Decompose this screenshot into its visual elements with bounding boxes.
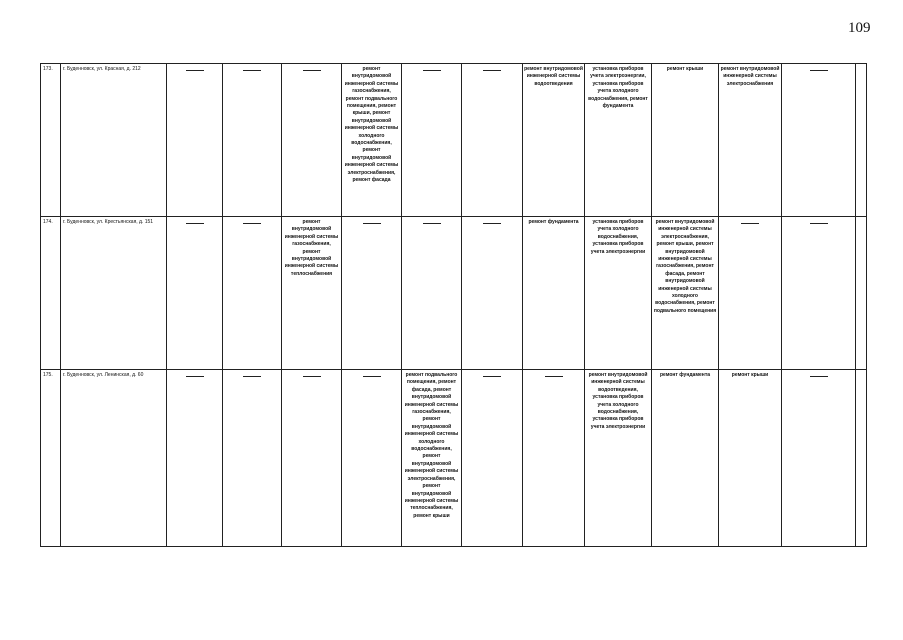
dash-mark <box>545 376 563 377</box>
table-row <box>41 370 867 547</box>
empty-dash-cell <box>223 217 282 370</box>
empty-dash-cell <box>782 64 856 217</box>
works-cell: ремонт внутридомовой инженерной системы водоотведения <box>523 64 585 217</box>
edge-cell <box>856 370 867 547</box>
table-row <box>41 217 867 370</box>
dash-mark <box>243 376 261 377</box>
dash-mark <box>303 70 321 71</box>
empty-dash-cell <box>167 217 223 370</box>
dash-mark <box>243 70 261 71</box>
dash-mark <box>186 223 204 224</box>
dash-mark <box>810 223 828 224</box>
dash-mark <box>243 223 261 224</box>
empty-dash-cell <box>402 217 462 370</box>
empty-dash-cell <box>782 217 856 370</box>
dash-mark <box>423 70 441 71</box>
works-cell: ремонт внутридомовой инженерной системы электроснабжения, ремонт крыши, ремонт внутридомовой инженерной системы газоснабжения, ремонт фасада, ремонт внутридомовой инженерной системы холодного водоснабжения, ремонт подвального помещения <box>652 217 719 370</box>
dash-mark <box>303 376 321 377</box>
dash-mark <box>363 376 381 377</box>
dash-mark <box>483 376 501 377</box>
address-cell: г. Буденновск, ул. Крестьянская, д. 151 <box>61 217 167 370</box>
empty-dash-cell <box>342 370 402 547</box>
empty-dash-cell <box>402 64 462 217</box>
works-cell: ремонт фундамента <box>523 217 585 370</box>
address-cell: г. Буденновск, ул. Ленинская, д. 60 <box>61 370 167 547</box>
dash-mark <box>483 70 501 71</box>
empty-dash-cell <box>342 217 402 370</box>
works-cell: установка приборов учета холодного водоснабжения, установка приборов учета электроэнергии <box>585 217 652 370</box>
works-cell: установка приборов учета электроэнергии, установка приборов учета холодного водоснабжения, ремонт фундамента <box>585 64 652 217</box>
dash-mark <box>186 376 204 377</box>
works-cell: ремонт внутридомовой инженерной системы электроснабжения <box>719 64 782 217</box>
page-number: 109 <box>848 20 871 36</box>
dash-mark <box>186 70 204 71</box>
dash-mark <box>483 223 501 224</box>
address-cell: г. Буденновск, ул. Красная, д. 212 <box>61 64 167 217</box>
works-cell: ремонт крыши <box>719 370 782 547</box>
edge-cell <box>856 217 867 370</box>
works-cell: ремонт фундамента <box>652 370 719 547</box>
works-cell: ремонт внутридомовой инженерной системы газоснабжения, ремонт подвального помещения, ремонт крыши, ремонт внутридомовой инженерной системы холодного водоснабжения, ремонт внутридомовой инженерной системы электроснабжения, ремонт фасада <box>342 64 402 217</box>
empty-dash-cell <box>223 370 282 547</box>
empty-dash-cell <box>523 370 585 547</box>
works-cell: ремонт внутридомовой инженерной системы водоотведения, установка приборов учета холодного водоснабжения, установка приборов учета электроэнергии <box>585 370 652 547</box>
row-number: 174. <box>41 217 61 370</box>
row-number: 173. <box>41 64 61 217</box>
works-cell: ремонт внутридомовой инженерной системы газоснабжения, ремонт внутридомовой инженерной системы теплоснабжения <box>282 217 342 370</box>
works-cell: ремонт подвального помещения, ремонт фасада, ремонт внутридомовой инженерной системы газоснабжения, ремонт внутридомовой инженерной системы холодного водоснабжения, ремонт внутридомовой инженерной системы электроснабжения, ремонт внутридомовой инженерной системы теплоснабжения, ремонт крыши <box>402 370 462 547</box>
empty-dash-cell <box>167 64 223 217</box>
empty-dash-cell <box>782 370 856 547</box>
empty-dash-cell <box>223 64 282 217</box>
empty-dash-cell <box>282 64 342 217</box>
dash-mark <box>423 223 441 224</box>
dash-mark <box>363 223 381 224</box>
works-cell: ремонт крыши <box>652 64 719 217</box>
empty-dash-cell <box>167 370 223 547</box>
dash-mark <box>741 223 759 224</box>
edge-cell <box>856 64 867 217</box>
row-number: 175. <box>41 370 61 547</box>
empty-dash-cell <box>462 217 523 370</box>
empty-dash-cell <box>462 370 523 547</box>
empty-dash-cell <box>462 64 523 217</box>
empty-dash-cell <box>719 217 782 370</box>
dash-mark <box>810 376 828 377</box>
table-row <box>41 64 867 217</box>
empty-dash-cell <box>282 370 342 547</box>
repair-schedule-table <box>40 63 867 547</box>
dash-mark <box>810 70 828 71</box>
